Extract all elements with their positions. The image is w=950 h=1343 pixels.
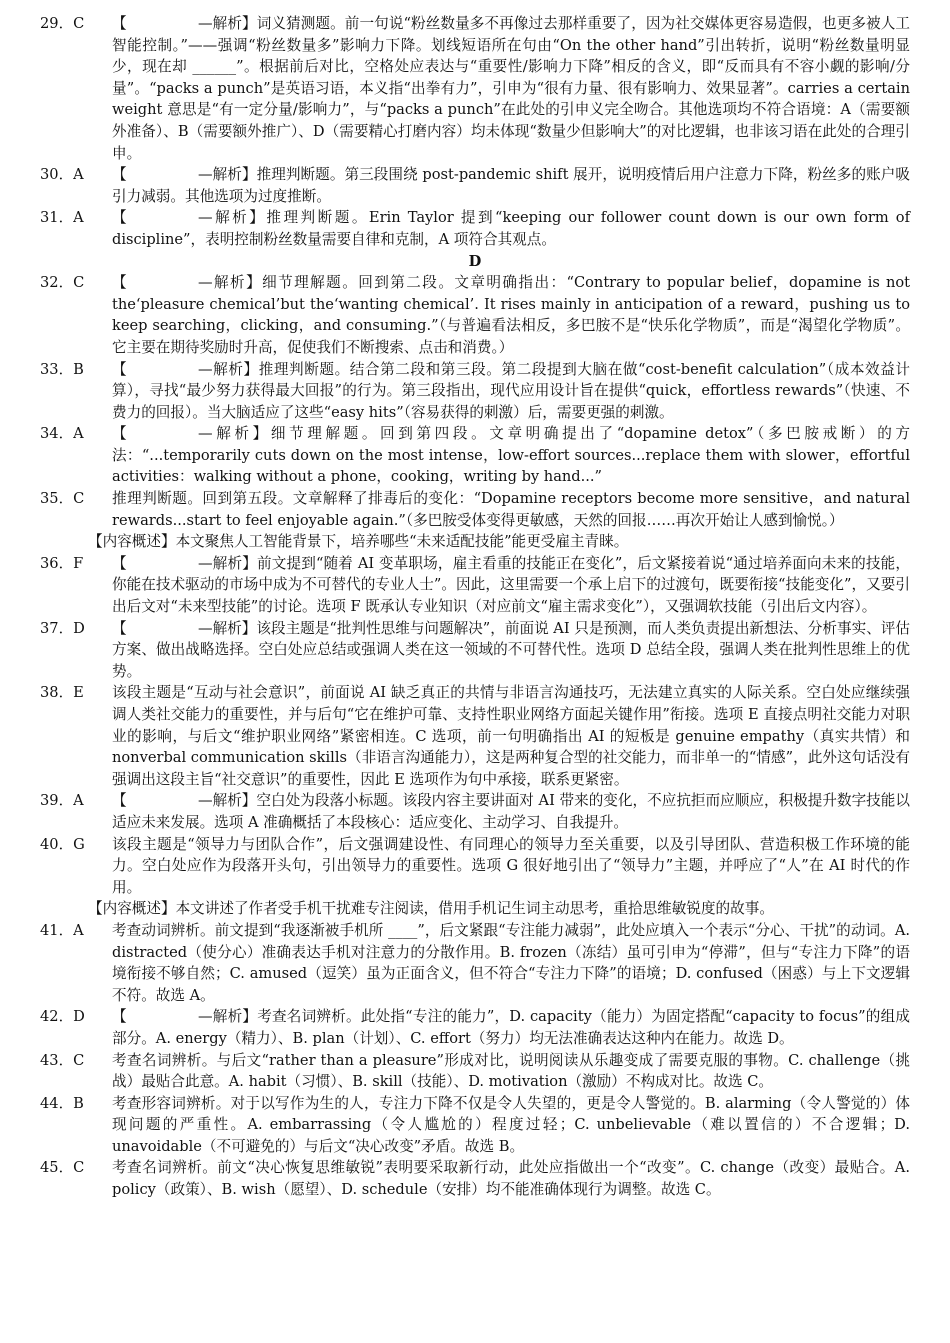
answer-number: 45．C <box>40 1159 85 1177</box>
answer-bracket: 【 <box>112 792 127 810</box>
explanation-text: 考查名词辨析。与后文“rather than a pleasure”形成对比，说明阅读从乐趣变成了需要克服的事物。C. challenge（挑战）最贴合此意。A. habit（习惯）、B. skill（技能）、D. motivation（激励）不构成对比。故选 C。 <box>112 1051 910 1091</box>
explanation-tag: —解析】 <box>198 554 257 572</box>
answer-number: 38．E <box>40 684 84 702</box>
answer-number: 41．A <box>40 921 84 939</box>
answer-bracket: 【 <box>112 209 127 227</box>
explanation-text: 推理判断题。Erin Taylor 提到“keeping our follower count down is our own form of discipline”，表明控制粉丝数量需要自律和克制，A 项符合其观点。 <box>112 209 910 248</box>
content-summary: 【内容概述】本文讲述了作者受手机干扰难专注阅读，借用手机记生词主动思考，重拾思维敏锐度的故事。 <box>88 900 774 918</box>
answer-explanation <box>112 13 910 164</box>
explanation-text: 词义猜测题。前一句说“粉丝数量多不再像过去那样重要了，因为社交媒体更容易造假，也更多被人工智能控制。”——强调“粉丝数量多”影响力下降。划线短语所在句由“On the other hand”引出转折，说明“粉丝数量明显少，现在却 ______”。根据前后对比，空格处应表达与“重要性/影响力下降”相反的含义，即“反而具有不容小觑的影响/分量”。“packs a punch”是英语习语，本义指“出拳有力”，引申为“很有力量、很有影响力、效果显著”。carries a certain weight 意思是“有一定分量/影响力”，与“packs a punch”在此处的引申义完全吻合。其他选项均不符合语境：A（需要额外准备）、B（需要额外推广）、D（需要精心打磨内容）均未体现“数量少但影响大”的对比逻辑，也非该习语在此处的合理引申。 <box>112 15 910 162</box>
explanation-tag: —解析】 <box>198 274 263 292</box>
answer-bracket: 【 <box>112 166 127 184</box>
answer-key-content <box>40 13 910 1201</box>
answer-item-36 <box>40 553 910 618</box>
explanation-tag: —解析】 <box>198 1008 258 1026</box>
answer-item-39 <box>40 790 910 833</box>
answer-number: 30．A <box>40 166 84 184</box>
answer-explanation <box>112 359 910 424</box>
answer-number: 36．F <box>40 554 84 572</box>
answer-number: 37．D <box>40 619 85 637</box>
answer-item-33 <box>40 359 910 424</box>
answer-explanation <box>112 1006 910 1049</box>
explanation-text: 前文提到“随着 AI 变革职场，雇主看重的技能正在变化”，后文紧接着说“通过培养面向未来的技能，你能在技术驱动的市场中成为不可替代的专业人士”。因此，这里需要一个承上启下的过渡句，既要衔接“技能变化”，又要引出后文对“未来型技能”的讨论。选项 F 既承认专业知识（对应前文“雇主需求变化”），又强调软技能（引出后文内容）。 <box>112 554 910 616</box>
explanation-text: 细节理解题。回到第四段。文章明确提出了“dopamine detox”（多巴胺戒断）的方法：“...temporarily cuts down on the most intense，low-effort sources...replace them with slower，effortful activities：walking without a phone，cooking，writing by hand...” <box>112 425 910 486</box>
answer-explanation <box>112 1157 910 1200</box>
answer-item-31 <box>40 207 910 250</box>
answer-bracket: 【 <box>112 360 127 378</box>
explanation-text: 空白处为段落小标题。该段内容主要讲面对 AI 带来的变化，不应抗拒而应顺应，积极提升数字技能以适应未来发展。选项 A 准确概括了本段核心：适应变化、主动学习、自我提升。 <box>112 792 910 831</box>
answer-explanation <box>112 920 910 1006</box>
answer-explanation <box>112 272 910 358</box>
answer-explanation <box>112 488 910 531</box>
answer-number: 29．C <box>40 15 85 32</box>
answer-item-35 <box>40 488 910 531</box>
answer-item-32 <box>40 272 910 358</box>
answer-item-44 <box>40 1093 910 1158</box>
answer-explanation <box>112 164 910 207</box>
explanation-text: 该段主题是“互动与社会意识”，前面说 AI 缺乏真正的共情与非语言沟通技巧，无法建立真实的人际关系。空白处应继续强调人类社交能力的重要性，并与后句“它在维护可靠、支持性职业网络方面起关键作用”衔接。选项 E 直接点明社交能力对职业的影响，与后文“维护职业网络”紧密相连。C 选项，前一句明确指出 AI 的短板是 genuine empathy（真实共情）和 nonverbal communication skills（非语言沟通能力），这是两种复合型的社交能力，而非单一的“情感”，此外这句话没有强调出这段主旨“社交意识”的重要性，因此 E 选项作为句中承接，联系更紧密。 <box>112 684 910 788</box>
explanation-text: 考查名词辨析。前文“决心恢复思维敏锐”表明要采取新行动，此处应指做出一个“改变”。C. change（改变）最贴合。A. policy（政策）、B. wish（愿望）、D. schedule（安排）均不能准确体现行为调整。故选 C。 <box>112 1159 910 1199</box>
answer-item-42 <box>40 1006 910 1049</box>
explanation-tag: —解析】 <box>198 792 257 810</box>
answer-bracket: 【 <box>112 274 127 292</box>
explanation-tag: —解析】 <box>198 209 267 227</box>
explanation-tag: —解析】 <box>198 166 257 184</box>
explanation-text: 推理判断题。结合第二段和第三段。第二段提到大脑在做“cost-benefit calculation”（成本效益计算），寻找“最少努力获得最大回报”的行为。第三段指出，现代应用设计旨在提供“quick，effortless rewards”（快速、不费力的回报）。当大脑适应了这些“easy hits”（容易获得的刺激）后，需要更强的刺激。 <box>112 360 910 421</box>
answer-explanation <box>112 1050 910 1093</box>
answer-explanation <box>112 618 910 683</box>
answer-item-30 <box>40 164 910 207</box>
explanation-tag: —解析】 <box>198 619 257 637</box>
answer-item-41 <box>40 920 910 1006</box>
answer-number: 43．C <box>40 1051 85 1069</box>
answer-item-29 <box>40 13 910 164</box>
explanation-text: 推理判断题。回到第五段。文章解释了排毒后的变化：“Dopamine receptors become more sensitive，and natural rewards...start to feel enjoyable again.”（多巴胺受体变得更敏感，天然的回报……再次开始让人感到愉悦。） <box>112 490 910 529</box>
answer-number: 39．A <box>40 792 84 810</box>
answer-explanation <box>112 553 910 618</box>
answer-explanation <box>112 423 910 488</box>
answer-number: 34．A <box>40 425 84 443</box>
answer-item-34 <box>40 423 910 488</box>
explanation-text: 推理判断题。第三段围绕 post-pandemic shift 展开，说明疫情后用户注意力下降，粉丝多的账户吸引力减弱。其他选项为过度推断。 <box>112 166 910 205</box>
answer-number: 32．C <box>40 274 85 292</box>
explanation-tag: —解析】 <box>198 15 257 32</box>
answer-explanation <box>112 682 910 790</box>
explanation-text: 考查动词辨析。前文提到“我逐渐被手机所 ____”，后文紧跟“专注能力减弱”，此处应填入一个表示“分心、干扰”的动词。A. distracted（使分心）准确表达手机对注意力的分散作用。B. frozen（冻结）虽可引申为“停滞”，但与“专注力下降”的语境衔接不够自然；C. amused（逗笑）虽为正面含义，但不符合“专注力下降”的语境；D. confused（困惑）与上下文逻辑不符。故选 A。 <box>112 921 910 1004</box>
answer-item-43 <box>40 1050 910 1093</box>
answer-bracket: 【 <box>112 15 127 32</box>
answer-number: 31．A <box>40 209 84 227</box>
answer-explanation <box>112 834 910 899</box>
answer-bracket: 【 <box>112 1008 127 1026</box>
section-heading: D <box>468 252 482 270</box>
answer-explanation <box>112 790 910 833</box>
answer-number: 40．G <box>40 835 85 853</box>
answer-item-38 <box>40 682 910 790</box>
explanation-tag: —解析】 <box>198 360 259 378</box>
answer-item-45 <box>40 1157 910 1200</box>
answer-item-40 <box>40 834 910 899</box>
answer-explanation <box>112 1093 910 1158</box>
explanation-text: 该段主题是“批判性思维与问题解决”，前面说 AI 只是预测，而人类负责提出新想法、分析事实、评估方案、做出战略选择。空白处应总结或强调人类在这一领域的不可替代性。选项 D 总结全段，强调人类在批判性思维上的优势。 <box>112 619 910 680</box>
answer-item-37 <box>40 618 910 683</box>
answer-bracket: 【 <box>112 425 127 443</box>
answer-bracket: 【 <box>112 554 127 572</box>
answer-number: 33．B <box>40 360 84 378</box>
answer-number: 35．C <box>40 490 85 508</box>
answer-explanation <box>112 207 910 250</box>
explanation-text: 考查名词辨析。此处指“专注的能力”，D. capacity（能力）为固定搭配“capacity to focus”的组成部分。A. energy（精力）、B. plan（计划）、C. effort（努力）均无法准确表达这种内在能力。故选 D。 <box>112 1008 910 1047</box>
explanation-text: 考查形容词辨析。对于以写作为生的人，专注力下降不仅是令人失望的，更是令人警觉的。B. alarming（令人警觉的）体现问题的严重性。A. embarrassing（令人尴尬的）程度过轻；C. unbelievable（难以置信的）不合逻辑；D. unavoidable（不可避免的）与后文“决心改变”矛盾。故选 B。 <box>112 1094 910 1155</box>
explanation-tag: —解析】 <box>198 425 271 443</box>
answer-number: 42．D <box>40 1008 85 1026</box>
answer-bracket: 【 <box>112 619 127 637</box>
answer-number: 44．B <box>40 1094 84 1112</box>
content-summary: 【内容概述】本文聚焦人工智能背景下，培养哪些“未来适配技能”能更受雇主青睐。 <box>88 533 629 551</box>
explanation-text: 该段主题是“领导力与团队合作”，后文强调建设性、有同理心的领导力至关重要，以及引导团队、营造积极工作环境的能力。空白处应作为段落开头句，引出领导力的重要性。选项 G 很好地引出了“领导力”主题，并呼应了“人”在 AI 时代的作用。 <box>112 835 910 896</box>
explanation-text: 细节理解题。回到第二段。文章明确指出：“Contrary to popular belief，dopamine is not the‘pleasure chemical’but the‘wanting chemical’. It rises mainly in anticipation of a reward，pushing us to keep searching，clicking，and consuming.”（与普遍看法相反，多巴胺不是“快乐化学物质”，而是“渴望化学物质”。它主要在期待奖励时升高，促使我们不断搜索、点击和消费。） <box>112 274 910 356</box>
